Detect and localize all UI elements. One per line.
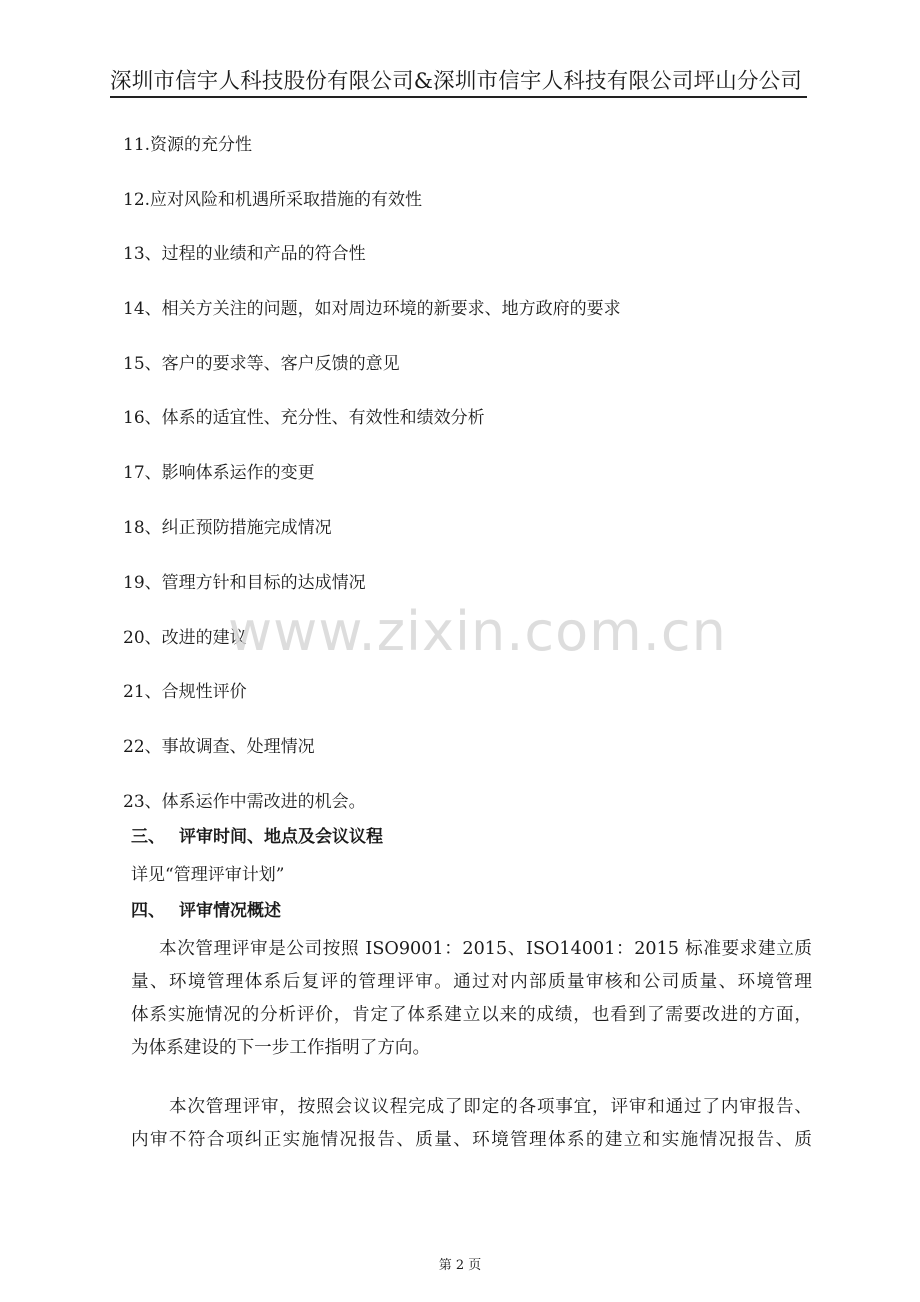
section-heading — [131, 822, 383, 847]
paragraph-line: 体系实施情况的分析评价，肯定了体系建立以来的成绩，也看到了需要改进的方面， — [131, 1005, 812, 1025]
paragraph-line: 为体系建设的下一步工作指明了方向。 — [131, 1038, 431, 1058]
paragraph-line: 量、环境管理体系后复评的管理评审。通过对内部质量审核和公司质量、环境管理 — [131, 972, 812, 992]
section-number: 三、 — [131, 827, 165, 847]
section-number: 四、 — [131, 901, 165, 921]
paragraph-line: 本次管理评审是公司按照 ISO9001：2015、ISO14001：2015 标准要求建立质 — [159, 939, 812, 959]
list-item: 20、改进的建议 — [123, 628, 247, 648]
section-text: 详见“管理评审计划” — [131, 865, 285, 885]
section-heading — [131, 896, 281, 921]
list-item: 22、事故调查、处理情况 — [123, 737, 315, 757]
section-title: 评审情况概述 — [179, 901, 281, 921]
list-item: 21、合规性评价 — [123, 682, 247, 702]
page-footer — [0, 1254, 920, 1273]
paragraph-line: 本次管理评审，按照会议议程完成了即定的各项事宜，评审和通过了内审报告、 — [169, 1097, 812, 1117]
list-item: 12.应对风险和机遇所采取措施的有效性 — [123, 190, 423, 210]
list-item: 13、过程的业绩和产品的符合性 — [123, 244, 366, 264]
list-item: 15、客户的要求等、客户反馈的意见 — [123, 354, 400, 374]
list-item: 14、相关方关注的问题，如对周边环境的新要求、地方政府的要求 — [123, 299, 621, 319]
paragraph — [131, 933, 812, 1065]
list-item: 18、纠正预防措施完成情况 — [123, 518, 332, 538]
list-item: 16、体系的适宜性、充分性、有效性和绩效分析 — [123, 408, 485, 428]
paragraph-line: 内审不符合项纠正实施情况报告、质量、环境管理体系的建立和实施情况报告、质 — [131, 1130, 812, 1150]
paragraph — [131, 1091, 812, 1157]
list-item: 11.资源的充分性 — [123, 135, 253, 155]
list-item: 17、影响体系运作的变更 — [123, 463, 315, 483]
list-item: 23、体系运作中需改进的机会。 — [123, 792, 366, 812]
list-item: 19、管理方针和目标的达成情况 — [123, 573, 366, 593]
section-title: 评审时间、地点及会议议程 — [179, 827, 383, 847]
page-number: 第 2 页 — [438, 1258, 482, 1273]
company-title: 深圳市信宇人科技股份有限公司&深圳市信宇人科技有限公司坪山分公司 — [110, 69, 803, 94]
watermark: www.zixin.com.cn — [228, 600, 727, 663]
page-header — [110, 64, 807, 98]
